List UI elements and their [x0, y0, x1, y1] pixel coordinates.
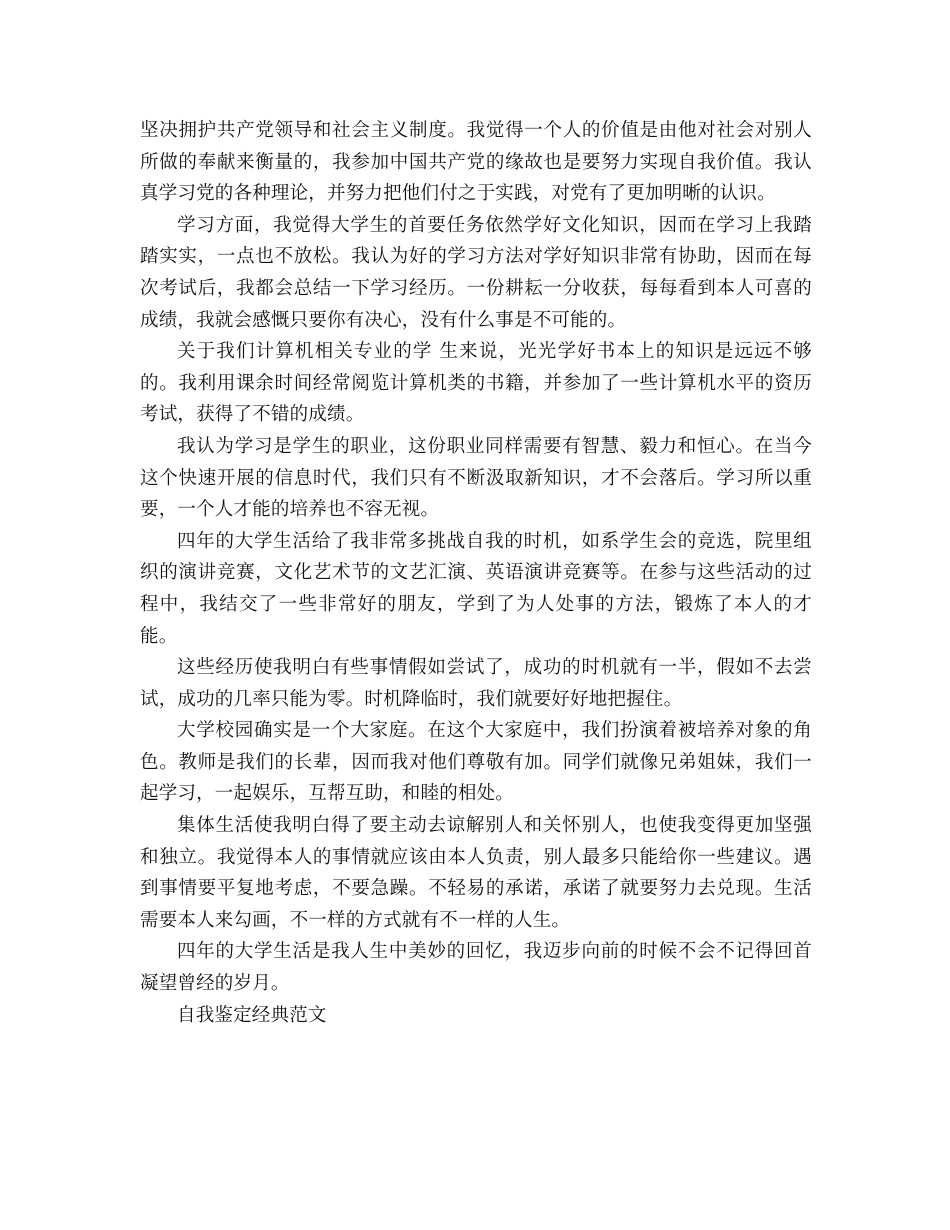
paragraph-experience: 这些经历使我明白有些事情假如尝试了，成功的时机就有一半，假如不去尝试，成功的几率只能为零。时机降临时，我们就要好好地把握住。: [140, 657, 812, 710]
paragraph-campus-family: 大学校园确实是一个大家庭。在这个大家庭中，我们扮演着被培养对象的角色。教师是我们的长辈，因而我对他们尊敬有加。同学们就像兄弟姐妹，我们一起学习，一起娱乐，互帮互助，和睦的相处。: [140, 720, 812, 805]
paragraph-collective-life: 集体生活使我明白得了要主动去谅解别人和关怀别人，也使我变得更加坚强和独立。我觉得本人的事情就应该由本人负责，别人最多只能给你一些建议。遇到事情要平复地考虑，不要急躁。不轻易的承诺，承诺了就要努力去兑现。生活需要本人来勾画，不一样的方式就有不一样的人生。: [140, 815, 812, 931]
paragraph-learning-career: 我认为学习是学生的职业，这份职业同样需要有智慧、毅力和恒心。在当今这个快速开展的信息时代，我们只有不断汲取新知识，才不会落后。学习所以重要，一个人才能的培养也不容无视。: [140, 435, 812, 521]
section-heading: 自我鉴定经典范文: [177, 1004, 327, 1026]
paragraph-activities: 四年的大学生活给了我非常多挑战自我的时机，如系学生会的竞选，院里组织的演讲竞赛，文化艺术节的文艺汇演、英语演讲竞赛等。在参与这些活动的过程中，我结交了一些非常好的朋友，学到了为人处事的方法，锻炼了本人的才能。: [140, 530, 812, 647]
paragraph-study: 学习方面，我觉得大学生的首要任务依然学好文化知识，因而在学习上我踏踏实实，一点也不放松。我认为好的学习方法对学好知识非常有协助，因而在每次考试后，我都会总结一下学习经历。一份耕耘一分收获，每每看到本人可喜的成绩，我就会感慨只要你有决心，没有什么事是不可能的。: [140, 214, 812, 331]
paragraph-computer-major: 关于我们计算机相关专业的学 生来说，光光学好书本上的知识是远远不够的。我利用课余时间经常阅览计算机类的书籍，并参加了一些计算机水平的资历考试，获得了不错的成绩。: [140, 341, 812, 426]
paragraph-continuation: 坚决拥护共产党领导和社会主义制度。我觉得一个人的价值是由他对社会对别人所做的奉献来衡量的，我参加中国共产党的缘故也是要努力实现自我价值。我认真学习党的各种理论，并努力把他们付之于实践，对党有了更加明晰的认识。: [140, 120, 812, 205]
paragraph-memories: 四年的大学生活是我人生中美妙的回忆，我迈步向前的时候不会不记得回首凝望曾经的岁月。: [140, 941, 812, 995]
